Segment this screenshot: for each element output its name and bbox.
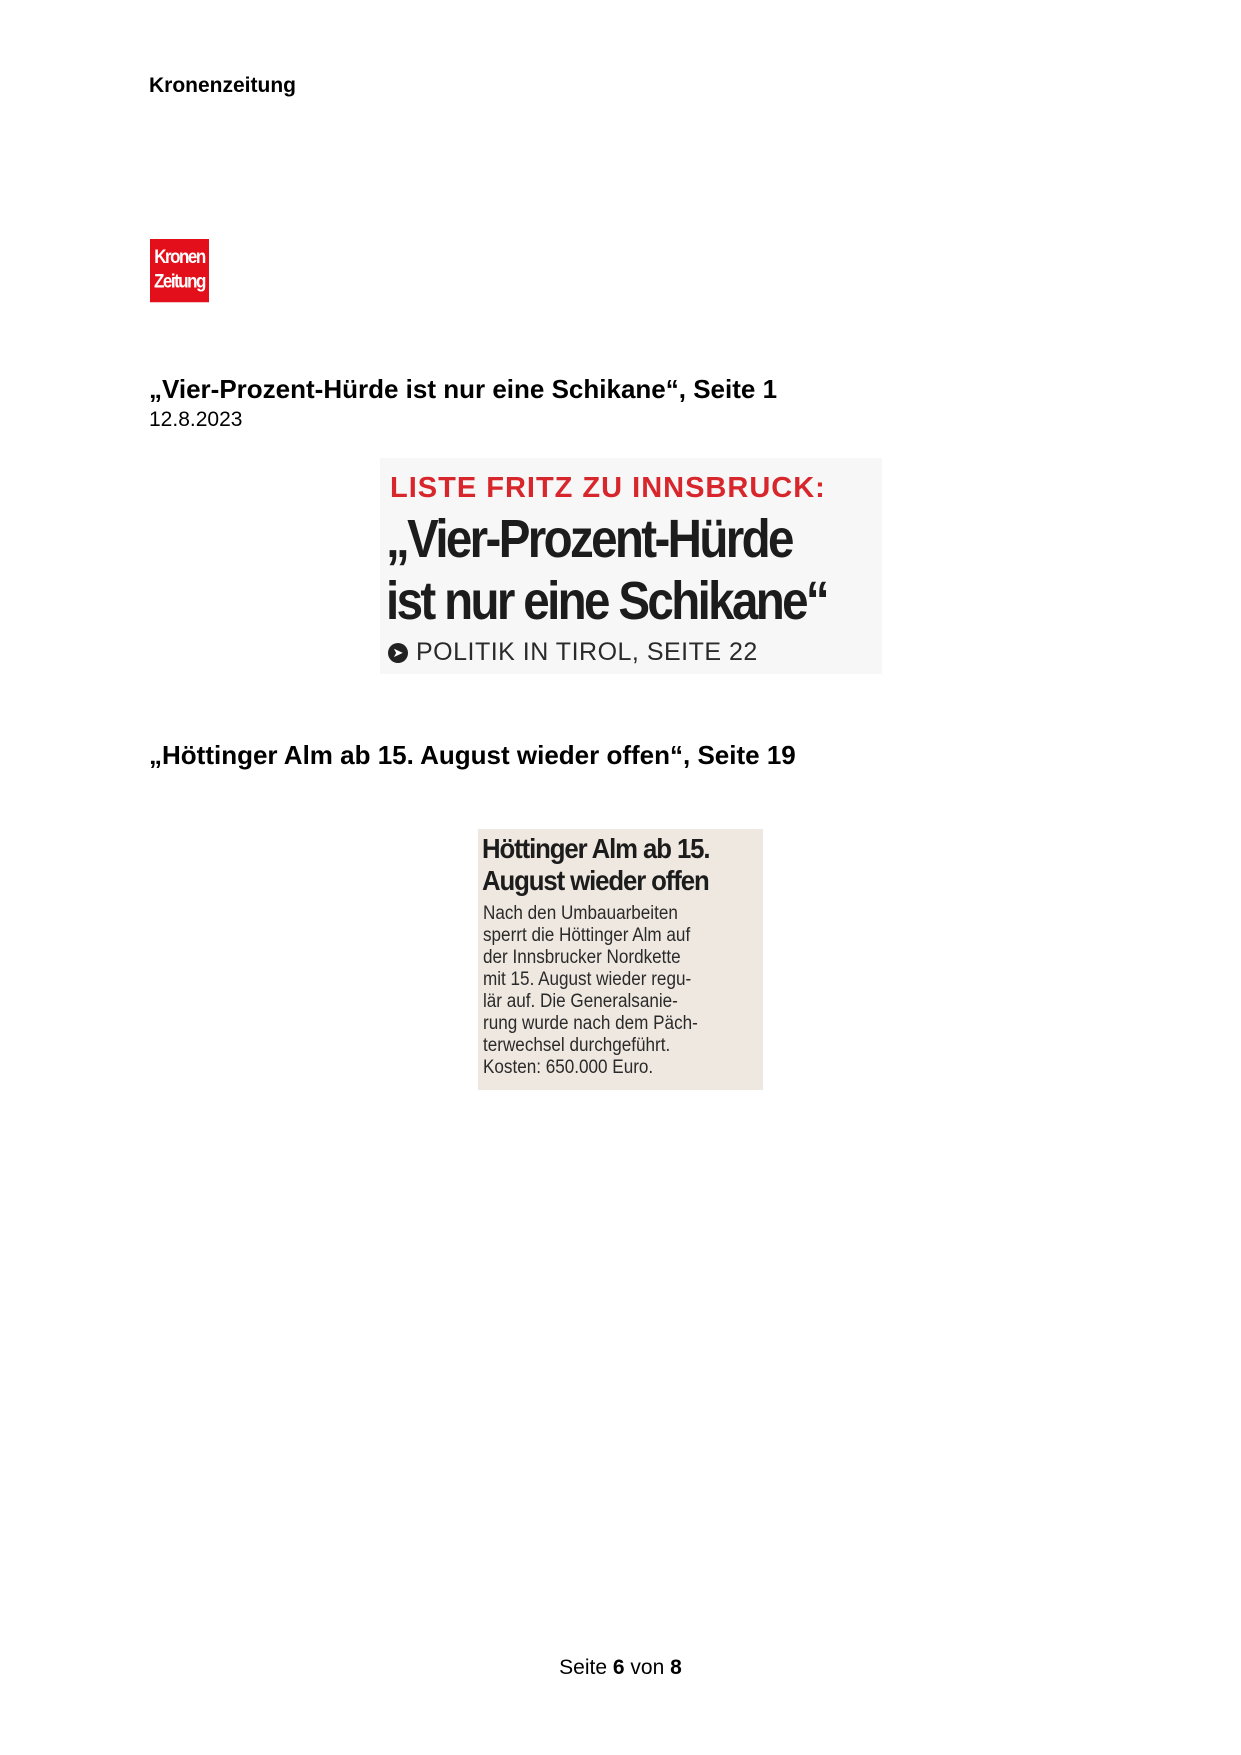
logo-line-2: Zeitung — [154, 270, 205, 292]
clipping-2-body-line: Kosten: 650.000 Euro. — [483, 1057, 654, 1078]
clipping-2-headline-line-2: August wieder offen — [482, 865, 709, 896]
clipping-2-body — [483, 903, 753, 1079]
arrow-right-icon: ➤ — [388, 643, 408, 663]
clipping-2-body-line: der Innsbrucker Nordkette — [483, 947, 681, 968]
source-header: Kronenzeitung — [149, 74, 296, 97]
footer-prefix: Seite — [559, 1656, 608, 1679]
footer-current-page: 6 — [612, 1656, 625, 1679]
clipping-1-reference — [388, 638, 758, 667]
clipping-1-headline-line-2: ist nur eine Schikane“ — [386, 571, 828, 631]
clipping-2-body-line: lär auf. Die Generalsanie- — [483, 991, 678, 1012]
logo-line-1: Kronen — [154, 245, 205, 268]
clipping-2-body-line: mit 15. August wieder regu- — [483, 969, 692, 990]
clipping-2-body-line: Nach den Umbauarbeiten — [483, 903, 678, 924]
article-2-clipping — [478, 829, 763, 1090]
clipping-2-body-line: rung wurde nach dem Päch- — [483, 1013, 698, 1034]
article-1-title: „Vier-Prozent-Hürde ist nur eine Schikane“, Seite 1 — [149, 374, 778, 404]
kronen-zeitung-logo — [150, 239, 209, 302]
article-1-date: 12.8.2023 — [149, 408, 243, 431]
article-2-title: „Höttinger Alm ab 15. August wieder offen“, Seite 19 — [149, 740, 796, 770]
footer-separator: von — [630, 1656, 665, 1679]
clipping-2-body-line: sperrt die Höttinger Alm auf — [483, 925, 691, 946]
clipping-1-kicker: LISTE FRITZ ZU INNSBRUCK: — [390, 472, 826, 504]
article-1-clipping — [380, 458, 882, 674]
clipping-2-body-line: terwechsel durchgeführt. — [483, 1035, 671, 1056]
footer-total-pages: 8 — [670, 1656, 682, 1679]
clipping-1-reference-text: POLITIK IN TIROL, SEITE 22 — [416, 638, 758, 666]
page-number-footer — [0, 1656, 1241, 1680]
clipping-2-headline — [482, 833, 709, 897]
clipping-1-headline-line-1: „Vier-Prozent-Hürde — [386, 509, 792, 569]
clipping-2-headline-line-1: Höttinger Alm ab 15. — [482, 833, 710, 864]
clipping-1-headline — [386, 508, 827, 632]
